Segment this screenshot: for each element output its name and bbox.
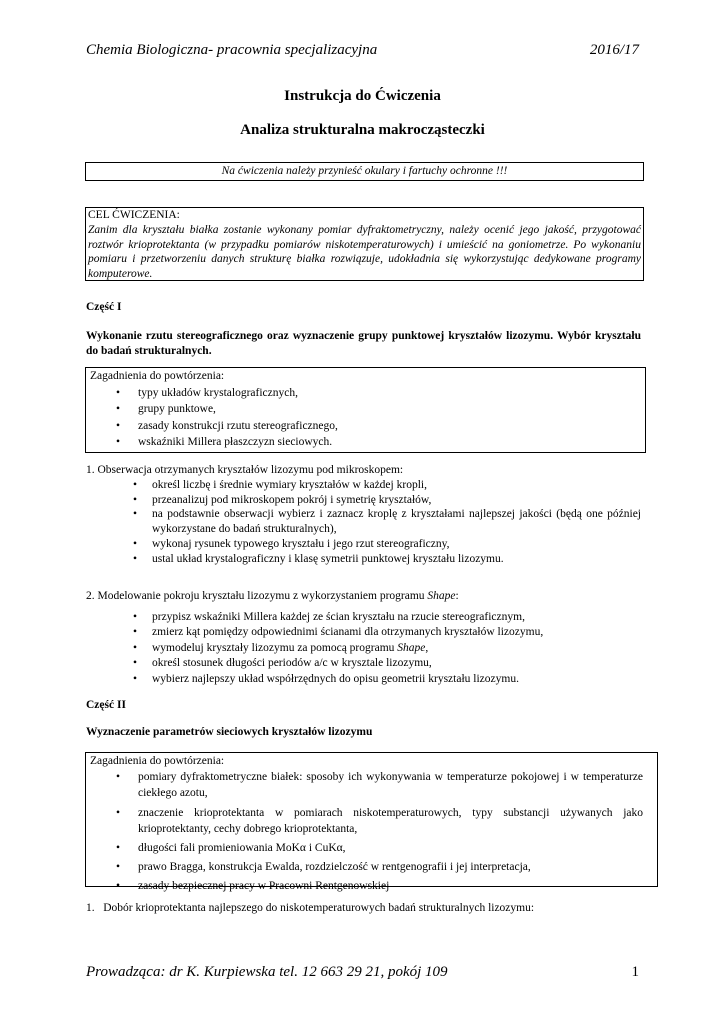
bullet-icon: • bbox=[133, 552, 138, 565]
part1-topics-heading: Zagadnienia do powtórzenia: bbox=[90, 370, 225, 382]
bullet-icon: • bbox=[133, 611, 138, 623]
part1-topics-box bbox=[85, 367, 646, 453]
part1-section1-list bbox=[86, 478, 641, 567]
part1-section2-list bbox=[86, 610, 641, 687]
header-year: 2016/17 bbox=[589, 42, 639, 58]
bullet-icon: • bbox=[116, 771, 121, 784]
part1-section2-heading: 2. Modelowanie pokroju kryształu lizozymu z wykorzystaniem programu Shape: bbox=[86, 590, 459, 602]
bullet-icon: • bbox=[116, 880, 121, 893]
list-item: • określ stosunek długości periodów a/c w krysztale lizozymu, bbox=[86, 656, 641, 671]
part1-section1-heading: 1. Obserwacja otrzymanych kryształów lizozymu pod mikroskopem: bbox=[86, 464, 404, 476]
document-subtitle: Analiza strukturalna makrocząsteczki bbox=[240, 122, 485, 138]
list-item: • długości fali promieniowania MoKα i CuKα, bbox=[90, 840, 643, 856]
list-item: • typy układów krystalograficznych, bbox=[90, 385, 641, 402]
list-item: • wybierz najlepszy układ współrzędnych do opisu geometrii kryształu lizozymu. bbox=[86, 672, 641, 687]
list-item: • grupy punktowe, bbox=[90, 401, 641, 418]
part1-title: Wykonanie rzutu stereograficznego oraz wyznaczenie grupy punktowej kryształów lizozymu. Wybór kryształu do badań strukturalnych. bbox=[86, 330, 641, 357]
part1-section2 bbox=[86, 610, 641, 687]
bullet-icon: • bbox=[133, 626, 138, 639]
bullet-icon: • bbox=[133, 493, 138, 506]
bullet-icon: • bbox=[133, 657, 138, 670]
part2-topics-box bbox=[85, 752, 658, 893]
part2-section1-heading: 1. Dobór krioprotektanta najlepszego do niskotemperaturowych badań strukturalnych lizozymu: bbox=[86, 902, 535, 914]
list-item: • wymodeluj kryształy lizozymu za pomocą programu Shape, bbox=[86, 641, 641, 656]
goal-heading: CEL ĆWICZENIA: bbox=[88, 209, 180, 221]
footer-contact: Prowadząca: dr K. Kurpiewska tel. 12 663 29 21, pokój 109 bbox=[86, 964, 448, 980]
page-number: 1 bbox=[631, 964, 639, 980]
list-item: • przypisz wskaźniki Millera każdej ze ścian kryształu na rzucie stereograficznym, bbox=[86, 610, 641, 625]
part1-topics-list bbox=[90, 385, 641, 451]
list-item: • zmierz kąt pomiędzy odpowiednimi ścianami dla otrzymanych kryształów lizozymu, bbox=[86, 625, 641, 640]
bullet-icon: • bbox=[116, 842, 121, 855]
part1-label: Część I bbox=[86, 301, 122, 313]
safety-note-box: Na ćwiczenia należy przynieść okulary i fartuchy ochronne !!! bbox=[85, 162, 644, 181]
list-item: • prawo Bragga, konstrukcja Ewalda, rozdzielczość w rentgenografii i jej interpretacja, bbox=[90, 859, 643, 875]
goal-text: Zanim dla kryształu białka zostanie wykonany pomiar dyfraktometryczny, należy ocenić jego jakość, przygotować roztwór krioprotektanta (w przypadku pomiarów niskotemperaturowych) i umieścić na goniometrze. Po wykonaniu pomiaru i przetworzeniu danych strukturę białka rozwiązuje, udokładnia się wykorzystując dedykowane programy komputerowe. bbox=[88, 223, 641, 281]
bullet-icon: • bbox=[116, 806, 121, 819]
bullet-icon: • bbox=[133, 672, 138, 685]
part2-topics-heading: Zagadnienia do powtórzenia: bbox=[90, 755, 225, 767]
list-item: • zasady bezpiecznej pracy w Pracowni Rentgenowskiej bbox=[90, 878, 643, 894]
part2-title: Wyznaczenie parametrów sieciowych kryształów lizozymu bbox=[86, 726, 373, 738]
document-title: Instrukcja do Ćwiczenia bbox=[284, 88, 441, 104]
bullet-icon: • bbox=[116, 403, 121, 416]
list-item: • pomiary dyfraktometryczne białek: sposoby ich wykonywania w temperaturze pokojowej i w temperaturze ciekłego azotu, bbox=[116, 771, 643, 800]
part2-topics-list bbox=[90, 769, 653, 894]
list-item: • zasady konstrukcji rzutu stereograficznego, bbox=[90, 418, 641, 435]
bullet-icon: • bbox=[116, 419, 121, 432]
bullet-icon: • bbox=[133, 641, 138, 654]
list-item: • wskaźniki Millera płaszczyzn sieciowych. bbox=[90, 434, 641, 451]
list-item: • znaczenie krioprotektanta w pomiarach niskotemperaturowych, typy substancji używanych jako krioprotektanty, cechy dobrego krioprotektanta, bbox=[116, 806, 643, 835]
list-item: • ustal układ krystalograficzny i klasę symetrii punktowej kryształu lizozymu. bbox=[133, 552, 504, 565]
bullet-icon: • bbox=[133, 537, 138, 550]
part2-label: Część II bbox=[86, 699, 126, 711]
list-item: • na podstawnie obserwacji wybierz i zaznacz kroplę z kryształami najlepszej jakości (będą one później wykorzystane do badań strukturalnych), bbox=[133, 508, 641, 536]
list-item: • przeanalizuj pod mikroskopem pokrój i symetrię kryształów, bbox=[133, 493, 432, 506]
bullet-icon: • bbox=[116, 861, 121, 874]
header-course-title: Chemia Biologiczna- pracownia specjalizacyjna bbox=[86, 42, 378, 58]
bullet-icon: • bbox=[133, 478, 138, 491]
list-item: • określ liczbę i średnie wymiary kryształów w każdej kropli, bbox=[133, 478, 427, 491]
bullet-icon: • bbox=[116, 386, 121, 399]
bullet-icon: • bbox=[116, 436, 121, 449]
bullet-icon: • bbox=[133, 508, 138, 521]
part1-section1 bbox=[86, 463, 641, 567]
list-item: • wykonaj rysunek typowego kryształu i jego rzut stereograficzny, bbox=[133, 537, 450, 550]
goal-box bbox=[85, 207, 644, 281]
